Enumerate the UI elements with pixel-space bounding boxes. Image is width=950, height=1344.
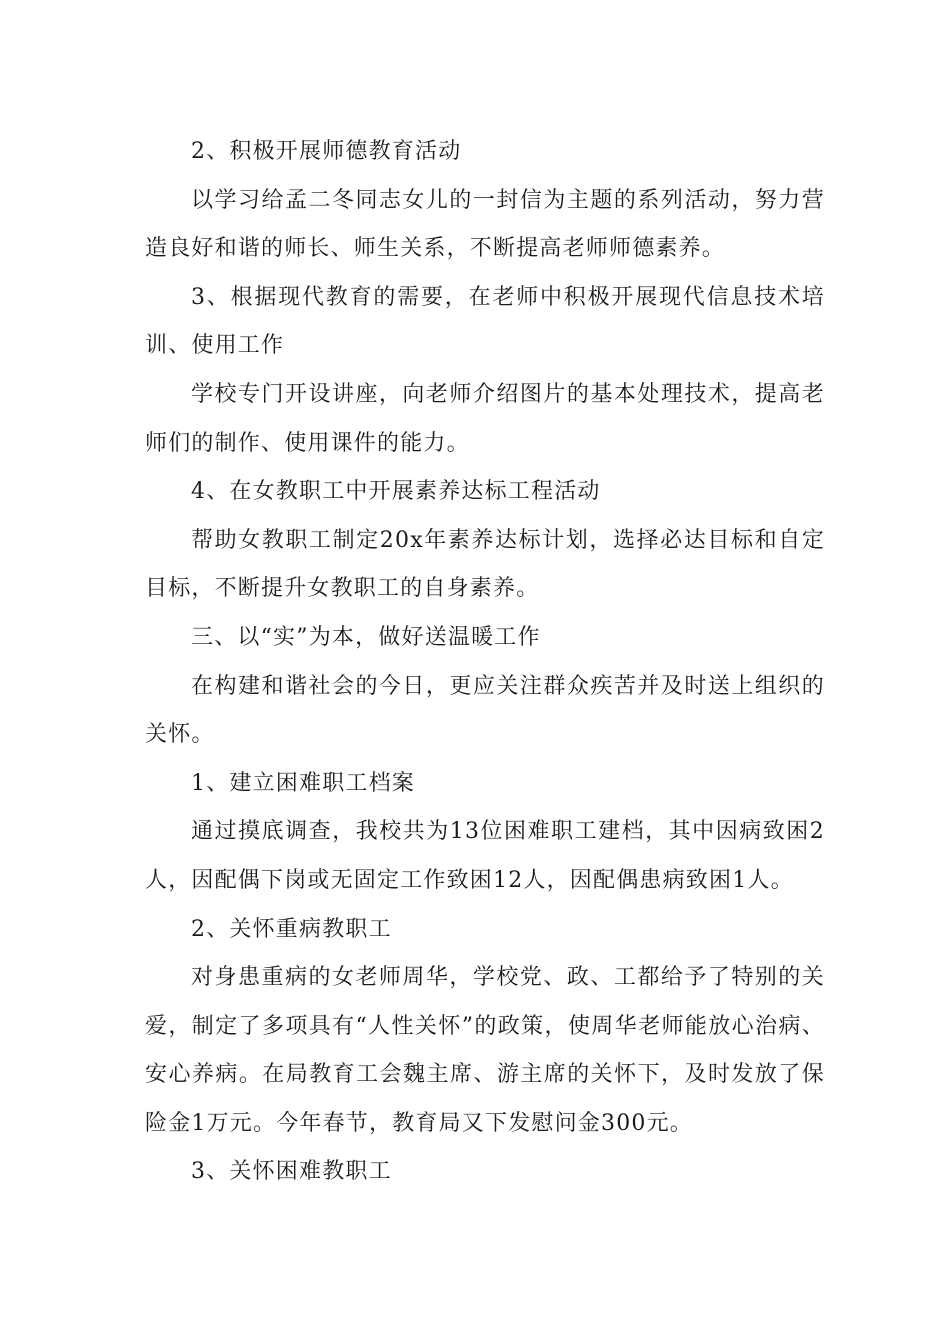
section-heading-hardship: 3、关怀困难教职工 (191, 1159, 392, 1185)
document-body (145, 128, 825, 1197)
section-heading-teacher-ethics: 2、积极开展师德教育活动 (191, 139, 462, 164)
chapter-heading-warmth: 三、以“实”为本，做好送温暖工作 (191, 624, 541, 650)
paragraph-warmth: 在构建和谐社会的今日，更应关注群众疾苦并及时送上组织的关怀。 (145, 673, 825, 748)
paragraph-female-staff: 帮助女教职工制定20x年素养达标计划，选择必达目标和自定目标，不断提升女教职工的自身素养。 (145, 527, 825, 602)
paragraph-teacher-ethics: 以学习给孟二冬同志女儿的一封信为主题的系列活动，努力营造良好和谐的师长、师生关系，不断提高老师师德素养。 (145, 187, 825, 262)
section-heading-files: 1、建立困难职工档案 (191, 770, 415, 796)
paragraph-serious-illness: 对身患重病的女老师周华，学校党、政、工都给予了特别的关爱，制定了多项具有“人性关怀”的政策，使周华老师能放心治病、安心养病。在局教育工会魏主席、游主席的关怀下，及时发放了保险金1万元。今年春节，教育局又下发慰问金300元。 (145, 965, 825, 1136)
paragraph-it-training: 学校专门开设讲座，向老师介绍图片的基本处理技术，提高老师们的制作、使用课件的能力。 (145, 381, 825, 456)
section-heading-female-staff: 4、在女教职工中开展素养达标工程活动 (191, 479, 601, 505)
section-heading-serious-illness: 2、关怀重病教职工 (191, 916, 392, 942)
paragraph-files: 通过摸底调查，我校共为13位困难职工建档，其中因病致困2人，因配偶下岗或无固定工作致困12人，因配偶患病致困1人。 (145, 819, 825, 893)
section-heading-it-training: 3、根据现代教育的需要，在老师中积极开展现代信息技术培训、使用工作 (145, 284, 825, 359)
